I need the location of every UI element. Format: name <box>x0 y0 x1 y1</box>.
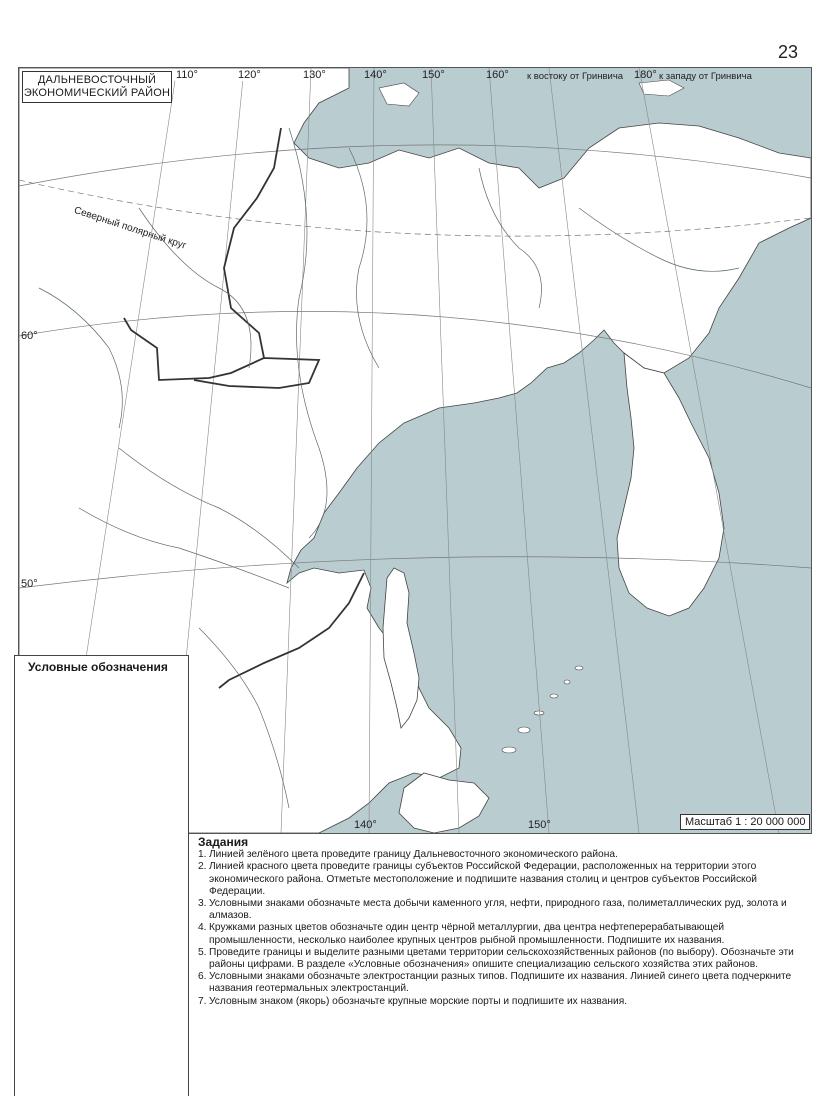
task-number: 1. <box>198 849 207 861</box>
new-siberian-islands <box>379 83 419 106</box>
task-text: Проведите границы и выделите разными цветами территории сельскохозяйственных районов (по выбору). Обозначьте эти районы цифрами. В разделе «Условные обозначения» опишите специализацию сельского хозяйства этих районов. <box>209 946 794 971</box>
task-number: 3. <box>198 898 207 910</box>
lon-label-140: 140° <box>364 69 387 81</box>
lon-label-150: 150° <box>422 69 445 81</box>
lon-label-180: 180° <box>634 69 657 81</box>
kuril-islands <box>502 666 583 753</box>
task-number: 7. <box>198 995 207 1007</box>
task-item <box>198 849 803 861</box>
page-number: 23 <box>778 42 799 62</box>
map-title-line-2: ЭКОНОМИЧЕСКИЙ РАЙОН <box>23 87 171 99</box>
task-number: 6. <box>198 971 207 983</box>
lon-label-bottom-140: 140° <box>354 819 377 831</box>
task-number: 2. <box>198 861 207 873</box>
map-scale: Масштаб 1 : 20 000 000 <box>680 814 810 830</box>
lon-label-130: 130° <box>303 69 326 81</box>
task-item <box>198 971 803 995</box>
lon-label-160: 160° <box>486 69 509 81</box>
task-item <box>198 861 803 898</box>
kamchatka <box>617 353 724 616</box>
task-item <box>198 898 803 922</box>
task-number: 5. <box>198 946 207 958</box>
task-item <box>198 947 803 971</box>
tasks-heading: Задания <box>198 835 249 849</box>
task-text: Условным знаком (якорь) обозначьте крупные морские порты и подпишите их названия. <box>209 995 628 1007</box>
lat-label-60: 60° <box>21 330 38 342</box>
task-text: Условными знаками обозначьте места добычи каменного угля, нефти, природного газа, полиметаллических руд, золота и алмазов. <box>209 898 787 922</box>
map-title-line-1: ДАЛЬНЕВОСТОЧНЫЙ <box>37 74 157 86</box>
task-text: Линией зелёного цвета проведите границу Дальневосточного экономического района. <box>209 849 618 861</box>
tasks-section <box>198 836 803 1008</box>
arctic-circle-label: Северный полярный круг <box>72 205 188 252</box>
lon-label-bottom-150: 150° <box>528 819 551 831</box>
task-item <box>198 922 803 946</box>
lon-label-120: 120° <box>238 69 261 81</box>
lon-label-110: 110° <box>176 69 198 81</box>
task-text: Кружками разных цветов обозначьте один центр чёрной металлургии, два центра нефтеперерабатывающей промышленности, несколько наиболее крупных центров рыбной промышленности. Подпишите их названия. <box>209 922 725 946</box>
task-text: Линией красного цвета проведите границы субъектов Российской Федерации, расположенных на территории этого экономического района. Отметьте местоположение и подпишите названия столиц и центров субъектов Российской Федерации. <box>209 861 757 897</box>
lat-label-50: 50° <box>21 578 38 590</box>
hokkaido <box>399 773 489 833</box>
legend-panel <box>14 655 189 1096</box>
task-item <box>198 996 803 1008</box>
task-text: Условными знаками обозначьте электростанции разных типов. Подпишите их названия. Линией синего цвета подчеркните названия геотермальных электростанций. <box>209 971 792 995</box>
east-of-greenwich-label: к востоку от Гринвича <box>527 71 624 82</box>
west-of-greenwich-label: к западу от Гринвича <box>659 71 752 82</box>
wrangel-island <box>639 80 684 96</box>
map-title <box>22 71 172 103</box>
task-number: 4. <box>198 922 207 934</box>
legend-title: Условные обозначения <box>28 660 168 674</box>
